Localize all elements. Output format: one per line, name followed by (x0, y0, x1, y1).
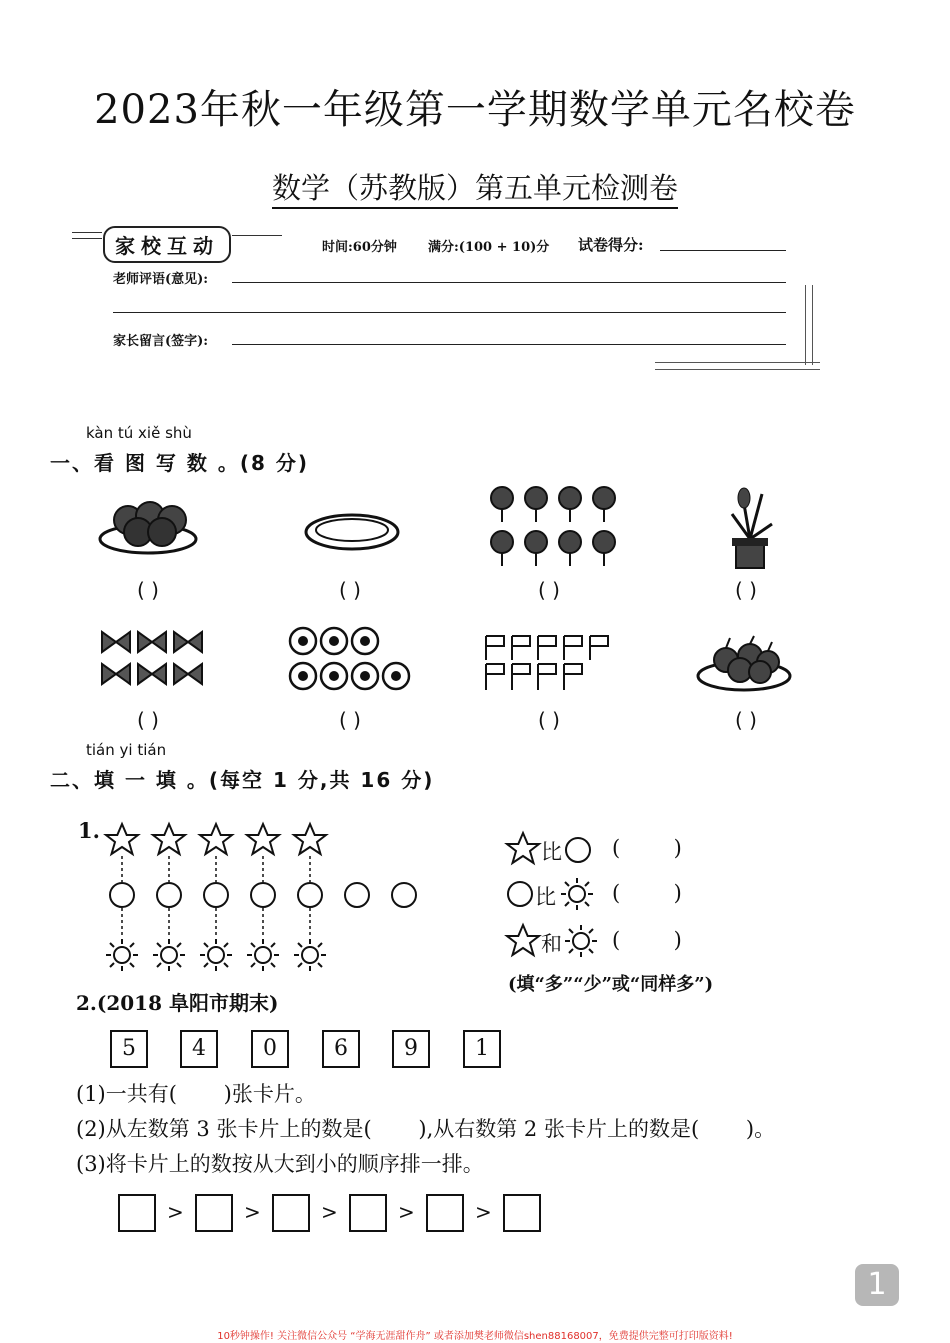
teacher-comment-field-2[interactable] (113, 296, 786, 313)
parent-message-field[interactable] (232, 328, 786, 345)
greater-than: > (321, 1200, 338, 1224)
answer-box[interactable] (272, 1194, 310, 1232)
compare-answer[interactable]: ( ) (612, 881, 682, 905)
potted-plant-icon (722, 484, 778, 574)
compare-word: 比 (541, 840, 562, 864)
answer-blank[interactable]: ( ) (339, 578, 361, 602)
apple-plate-icon (98, 494, 198, 559)
page-subtitle: 数学（苏教版）第五单元检测卷 (0, 166, 950, 207)
score-field[interactable] (660, 234, 786, 251)
question-2-label: 2.(2018 阜阳市期末) (76, 991, 279, 1015)
answer-blank[interactable]: ( ) (339, 708, 361, 732)
number-card: 9 (392, 1030, 430, 1068)
divider (72, 232, 102, 233)
stars-circles-suns-figure (100, 820, 430, 980)
greater-than: > (398, 1200, 415, 1224)
butterflies-icon (96, 628, 208, 690)
footer-notice: 10秒钟操作! 关注微信公众号 “学海无涯甜作舟” 或者添加樊老师微信shen88168007，免费提供完整可打印版资料! (217, 1331, 733, 1342)
circle-icon (564, 836, 592, 864)
answer-box[interactable] (195, 1194, 233, 1232)
star-icon (506, 924, 540, 958)
empty-plate-icon (304, 512, 400, 552)
flowers-icon (486, 484, 620, 570)
answer-box[interactable] (426, 1194, 464, 1232)
number-card: 1 (463, 1030, 501, 1068)
score-label: 试卷得分: (578, 236, 644, 254)
divider (232, 235, 282, 236)
answer-blank[interactable]: ( ) (137, 578, 159, 602)
answer-box[interactable] (118, 1194, 156, 1232)
answer-blank[interactable]: ( ) (735, 708, 757, 732)
page-number-badge: 1 (855, 1264, 899, 1306)
page-title: 2023年秋一年级第一学期数学单元名校卷 (94, 87, 856, 133)
fill-hint: (填“多”“少”或“同样多”) (508, 974, 714, 995)
full-score: 满分:(100 + 10)分 (428, 240, 550, 255)
circle-icon (506, 880, 534, 908)
compare-word: 比 (535, 885, 556, 909)
number-card: 0 (251, 1030, 289, 1068)
sun-icon (564, 924, 598, 958)
teacher-comment-field[interactable] (232, 266, 786, 283)
flags-icon (484, 634, 616, 692)
divider (812, 285, 813, 365)
home-school-logo: 家校互动 (103, 226, 231, 263)
parent-message-label: 家长留言(签字): (113, 334, 209, 349)
compare-answer[interactable]: ( ) (612, 836, 682, 860)
sun-icon (560, 877, 594, 911)
divider (655, 369, 820, 370)
answer-box[interactable] (349, 1194, 387, 1232)
section1-heading: 一、看 图 写 数 。(8 分) (50, 451, 310, 475)
number-card: 6 (322, 1030, 360, 1068)
answer-blank[interactable]: ( ) (538, 578, 560, 602)
greater-than: > (167, 1200, 184, 1224)
answer-blank[interactable]: ( ) (735, 578, 757, 602)
star-icon (506, 832, 540, 866)
greater-than: > (475, 1200, 492, 1224)
answer-blank[interactable]: ( ) (137, 708, 159, 732)
exam-time: 时间:60分钟 (322, 240, 397, 255)
question-1-number: 1. (78, 818, 100, 843)
section1-pinyin: kàn tú xiě shù (86, 424, 192, 442)
question-2-sub-3: (3)将卡片上的数按从大到小的顺序排一排。 (76, 1152, 484, 1176)
compare-word: 和 (541, 932, 562, 956)
number-card: 4 (180, 1030, 218, 1068)
fruit-plate-icon (696, 634, 792, 692)
divider (805, 285, 806, 365)
divider (655, 362, 820, 363)
soccer-balls-icon (288, 626, 414, 692)
section2-heading: 二、填 一 填 。(每空 1 分,共 16 分) (50, 768, 435, 792)
answer-blank[interactable]: ( ) (538, 708, 560, 732)
question-2-sub-2: (2)从左数第 3 张卡片上的数是( ),从右数第 2 张卡片上的数是( )。 (76, 1117, 776, 1141)
divider (72, 238, 102, 239)
section2-pinyin: tián yi tián (86, 741, 167, 759)
teacher-comment-label: 老师评语(意见): (113, 272, 209, 287)
answer-box[interactable] (503, 1194, 541, 1232)
greater-than: > (244, 1200, 261, 1224)
question-2-sub-1: (1)一共有( )张卡片。 (76, 1082, 316, 1106)
number-card: 5 (110, 1030, 148, 1068)
compare-answer[interactable]: ( ) (612, 928, 682, 952)
